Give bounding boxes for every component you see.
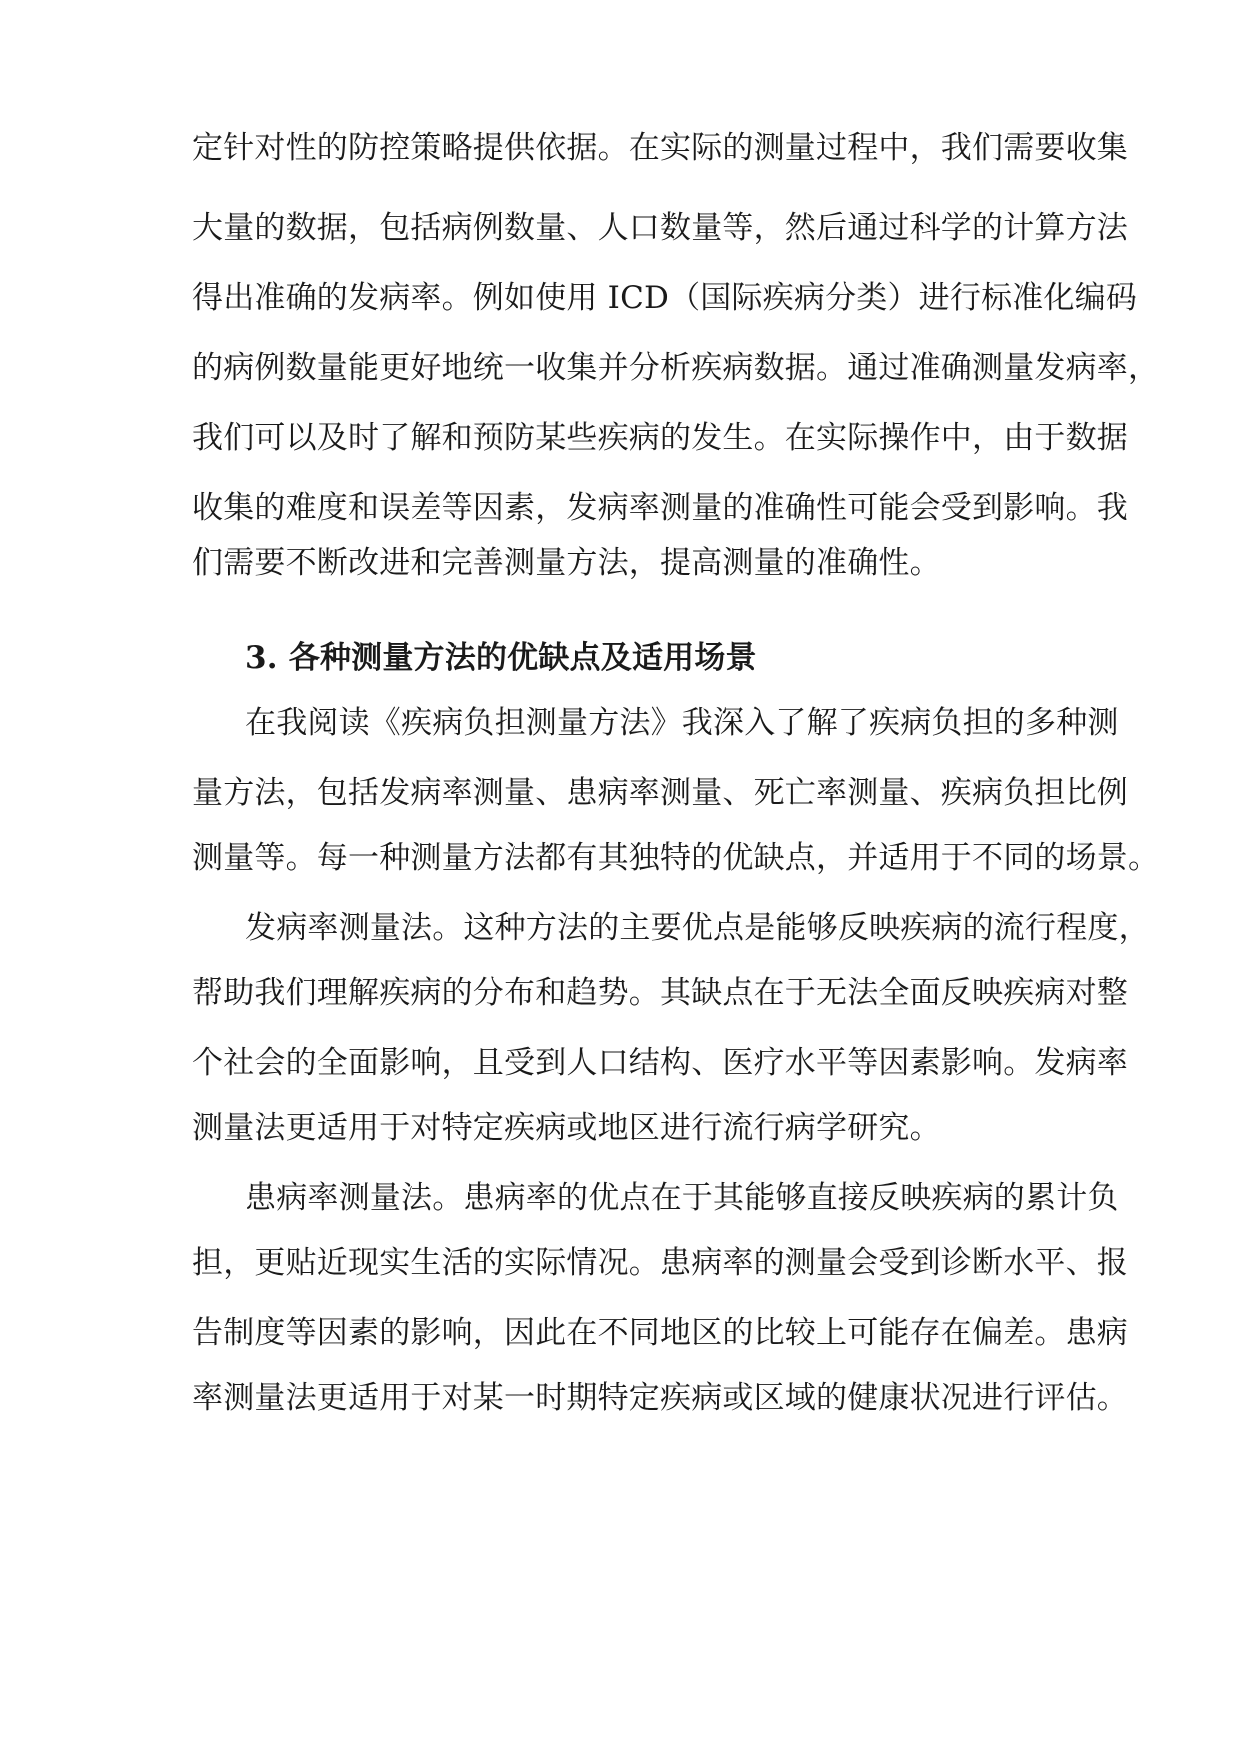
paragraph-line: 率测量法更适用于对某一时期特定疾病或区域的健康状况进行评估。	[192, 1380, 1128, 1416]
paragraph-line: 定针对性的防控策略提供依据。在实际的测量过程中，我们需要收集	[192, 130, 1128, 166]
paragraph-line: 发病率测量法。这种方法的主要优点是能够反映疾病的流行程度，	[245, 910, 1150, 946]
paragraph-line: 测量等。每一种测量方法都有其独特的优缺点，并适用于不同的场景。	[192, 840, 1160, 876]
paragraph-line: 告制度等因素的影响，因此在不同地区的比较上可能存在偏差。患病	[192, 1315, 1128, 1351]
paragraph-line: 个社会的全面影响，且受到人口结构、医疗水平等因素影响。发病率	[192, 1045, 1128, 1081]
paragraph-line: 测量法更适用于对特定疾病或地区进行流行病学研究。	[192, 1110, 941, 1146]
paragraph-line: 我们可以及时了解和预防某些疾病的发生。在实际操作中，由于数据	[192, 420, 1128, 456]
paragraph-line: 帮助我们理解疾病的分布和趋势。其缺点在于无法全面反映疾病对整	[192, 975, 1128, 1011]
paragraph-line: 在我阅读《疾病负担测量方法》我深入了解了疾病负担的多种测	[245, 705, 1119, 741]
paragraph-line: 得出准确的发病率。例如使用 ICD（国际疾病分类）进行标准化编码	[192, 280, 1138, 316]
paragraph-line: 担，更贴近现实生活的实际情况。患病率的测量会受到诊断水平、报	[192, 1245, 1128, 1281]
paragraph-line: 量方法，包括发病率测量、患病率测量、死亡率测量、疾病负担比例	[192, 775, 1128, 811]
paragraph-line: 大量的数据，包括病例数量、人口数量等，然后通过科学的计算方法	[192, 210, 1128, 246]
paragraph-line: 患病率测量法。患病率的优点在于其能够直接反映疾病的累计负	[245, 1180, 1119, 1216]
section-heading: 3. 各种测量方法的优缺点及适用场景	[245, 640, 757, 676]
paragraph-line: 的病例数量能更好地统一收集并分析疾病数据。通过准确测量发病率，	[192, 350, 1160, 386]
paragraph-line: 收集的难度和误差等因素，发病率测量的准确性可能会受到影响。我	[192, 490, 1128, 526]
paragraph-line: 们需要不断改进和完善测量方法，提高测量的准确性。	[192, 545, 941, 581]
